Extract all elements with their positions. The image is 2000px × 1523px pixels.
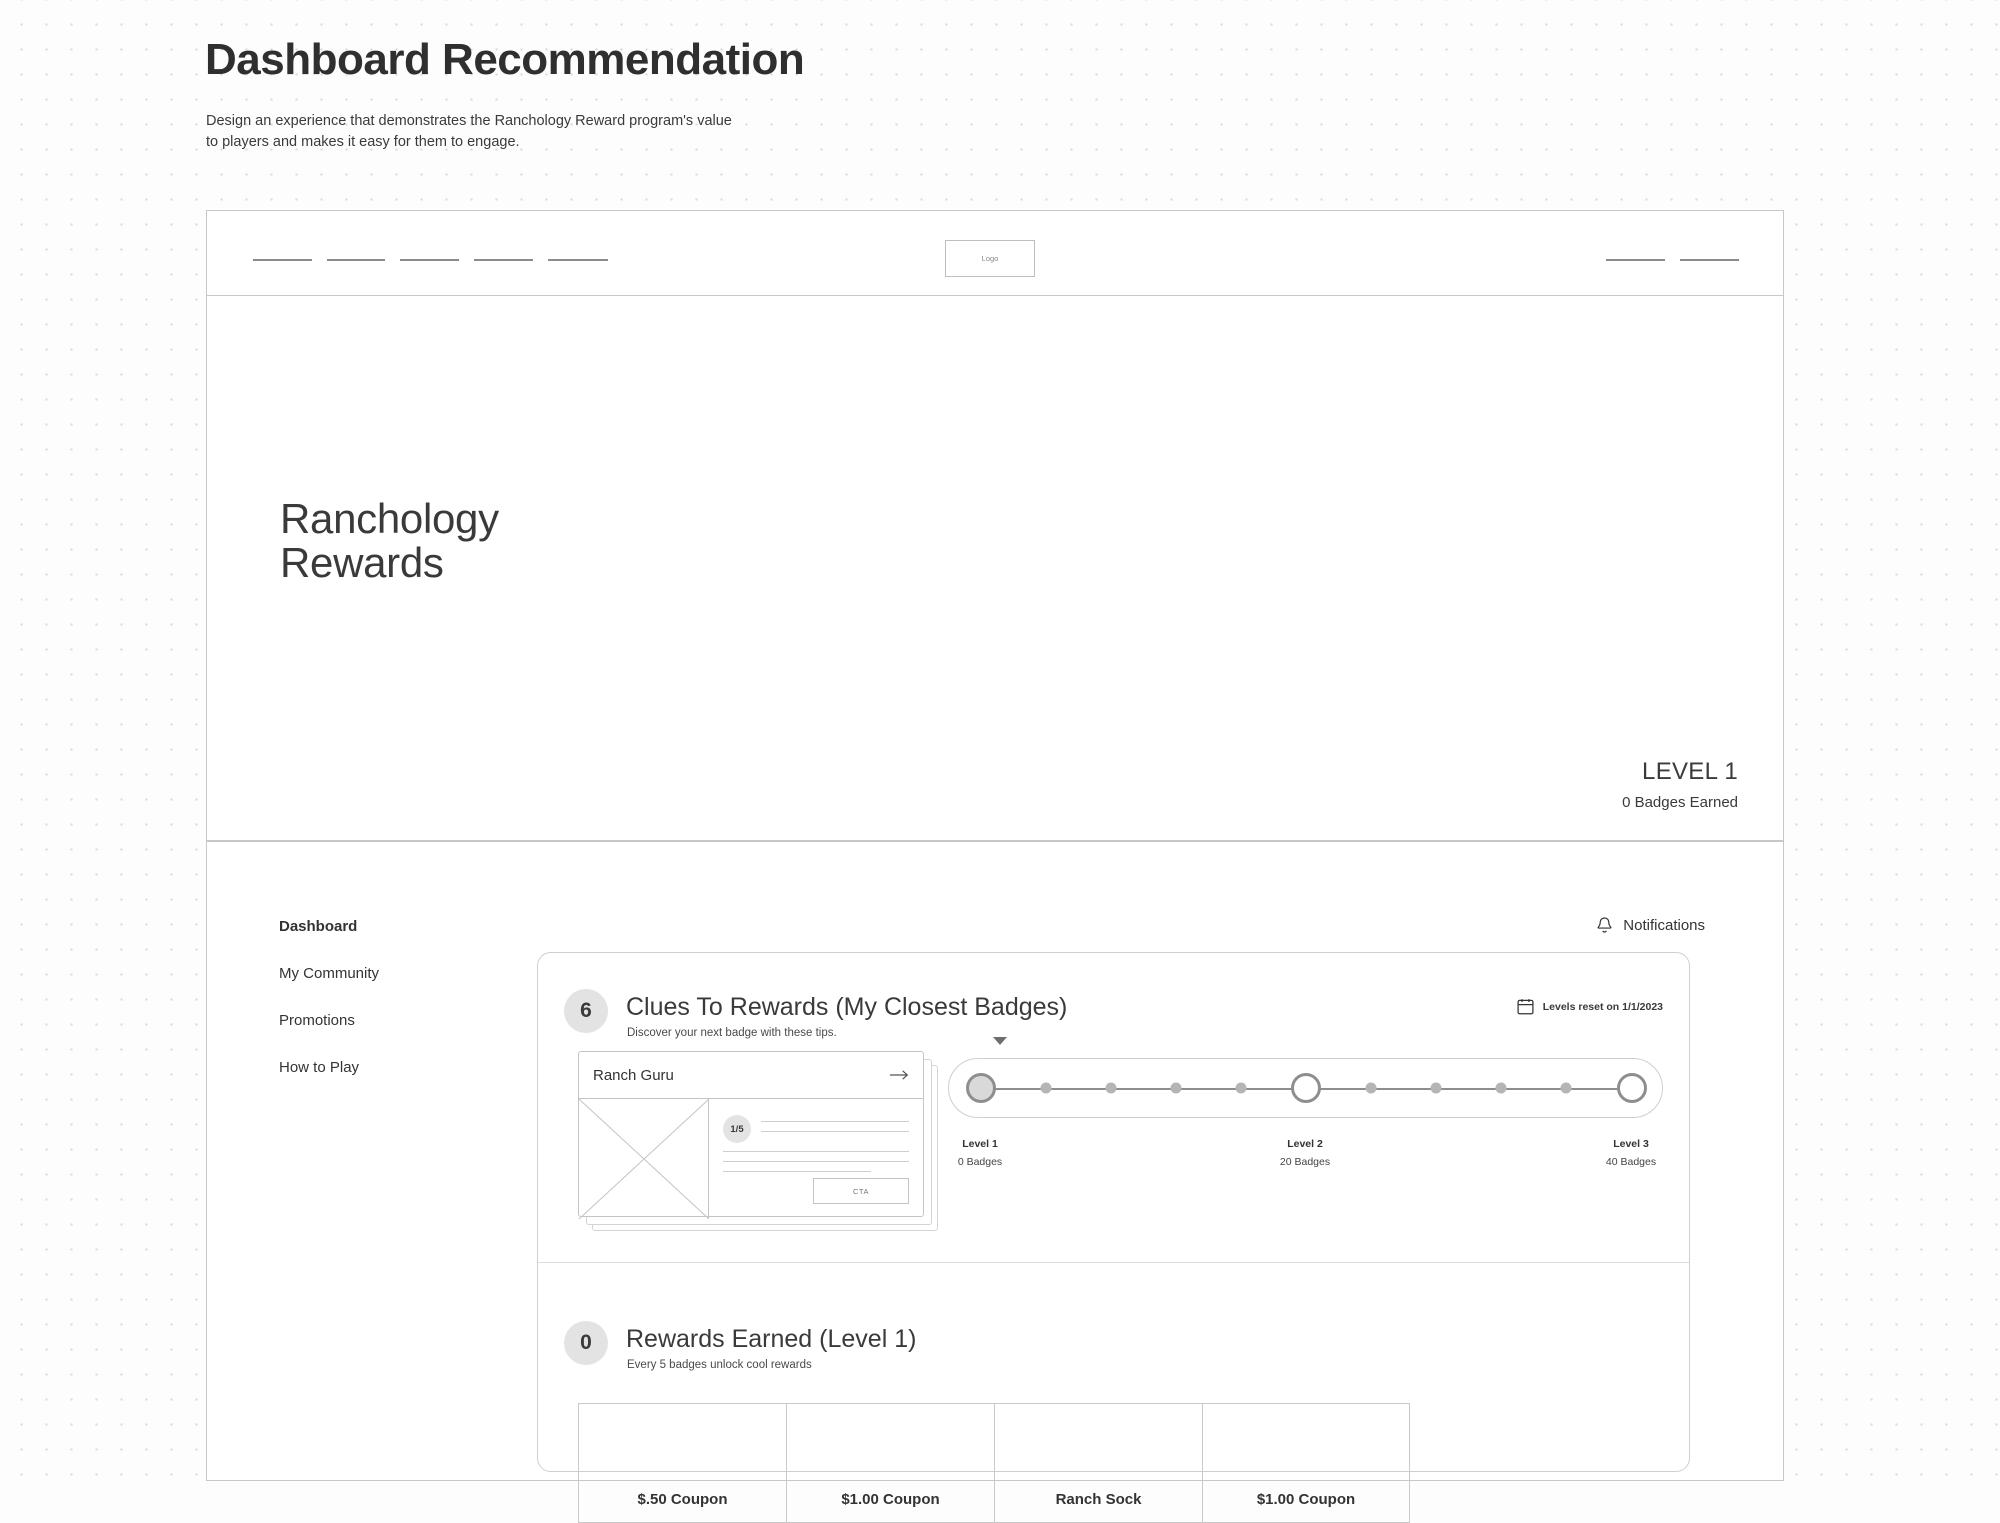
nav-placeholder-3[interactable] [400,259,459,261]
tip-text-line-1 [761,1121,909,1122]
hero-title-line1: Ranchology [280,495,499,542]
hero-title [280,497,499,585]
image-placeholder-icon [579,1098,709,1218]
track-label-level-3-badges: 40 Badges [1605,1156,1657,1168]
rewards-row [578,1403,1410,1523]
logo-placeholder[interactable]: Logo [945,240,1035,277]
hero-level-block [1622,758,1738,811]
clues-title: Clues To Rewards (My Closest Badges) [626,993,1068,1021]
sidebar-item-promotions[interactable]: Promotions [279,1012,355,1029]
tip-text-line-5 [723,1171,871,1172]
tip-text-line-4 [723,1161,909,1162]
current-position-caret-icon [993,1037,1007,1045]
tip-card[interactable] [578,1051,924,1217]
nav-placeholder-5[interactable] [548,259,608,261]
track-label-level-2-name: Level 2 [1287,1138,1323,1150]
reward-item[interactable]: $1.00 Coupon [786,1403,994,1523]
calendar-icon [1516,997,1535,1016]
reward-item[interactable]: $.50 Coupon [578,1403,786,1523]
rewards-title: Rewards Earned (Level 1) [626,1325,917,1353]
reward-item[interactable]: Ranch Sock [994,1403,1202,1523]
track-label-level-1-name: Level 1 [962,1138,998,1150]
levels-reset-note [1516,997,1663,1016]
reward-item[interactable]: $1.00 Coupon [1202,1403,1410,1523]
notifications-button[interactable] [1596,916,1705,935]
levels-reset-text: Levels reset on 1/1/2023 [1542,1000,1663,1013]
track-node-level-2[interactable] [1291,1073,1321,1103]
track-node-dot-1 [1041,1083,1052,1094]
rewards-subtitle: Every 5 badges unlock cool rewards [627,1359,812,1371]
track-label-level-1-badges: 0 Badges [957,1156,1003,1168]
track-node-dot-3 [1171,1083,1182,1094]
track-node-dot-5 [1366,1083,1377,1094]
sidebar [279,918,489,1106]
track-label-level-3-name: Level 3 [1613,1138,1649,1150]
nav-placeholder-4[interactable] [474,259,533,261]
nav-placeholder-1[interactable] [253,259,312,261]
track-node-dot-6 [1431,1083,1442,1094]
hero-badges-earned: 0 Badges Earned [1622,794,1738,811]
track-node-level-1[interactable] [966,1073,996,1103]
tip-card-body [709,1098,923,1216]
arrow-right-icon[interactable] [889,1069,909,1081]
track-node-dot-2 [1106,1083,1117,1094]
track-node-dot-8 [1561,1083,1572,1094]
nav-right-placeholder-1[interactable] [1606,259,1665,261]
bell-icon [1596,916,1613,935]
sidebar-item-dashboard[interactable]: Dashboard [279,918,358,935]
dashboard-card [537,952,1690,1508]
nav-placeholder-2[interactable] [327,259,385,261]
level-progress-track[interactable] [948,1058,1663,1118]
tip-progress-chip: 1/5 [723,1115,751,1143]
clues-count-badge: 6 [564,989,608,1033]
page-title: Dashboard Recommendation [205,35,805,84]
card-section-divider [538,1262,1689,1263]
track-label-level-2 [1280,1138,1330,1168]
track-label-level-3 [1606,1138,1656,1168]
hero-title-line2: Rewards [280,539,444,587]
tip-cta-button[interactable]: CTA [813,1178,909,1204]
rewards-count-badge: 0 [564,1321,608,1365]
track-node-level-3[interactable] [1617,1073,1647,1103]
nav-right-placeholder-2[interactable] [1680,259,1739,261]
track-node-dot-4 [1236,1083,1247,1094]
sidebar-item-how-to-play[interactable]: How to Play [279,1059,360,1076]
tip-text-line-2 [761,1131,909,1132]
tip-card-header [579,1052,923,1098]
track-label-level-1 [958,1138,1002,1168]
notifications-label: Notifications [1623,917,1705,934]
clues-subtitle: Discover your next badge with these tips. [627,1027,837,1039]
track-label-level-2-badges: 20 Badges [1279,1156,1331,1168]
tip-text-line-3 [723,1151,909,1152]
sidebar-item-my-community[interactable]: My Community [279,965,380,982]
wireframe-body [206,841,1784,1508]
tip-card-title: Ranch Guru [593,1066,674,1084]
track-node-dot-7 [1496,1083,1507,1094]
page-subtitle: Design an experience that demonstrates the Ranchology Reward program's value to players and makes it easy for them to engage. [206,113,732,151]
hero-level-label: LEVEL 1 [1642,758,1738,785]
tip-card-stack[interactable] [578,1051,938,1231]
